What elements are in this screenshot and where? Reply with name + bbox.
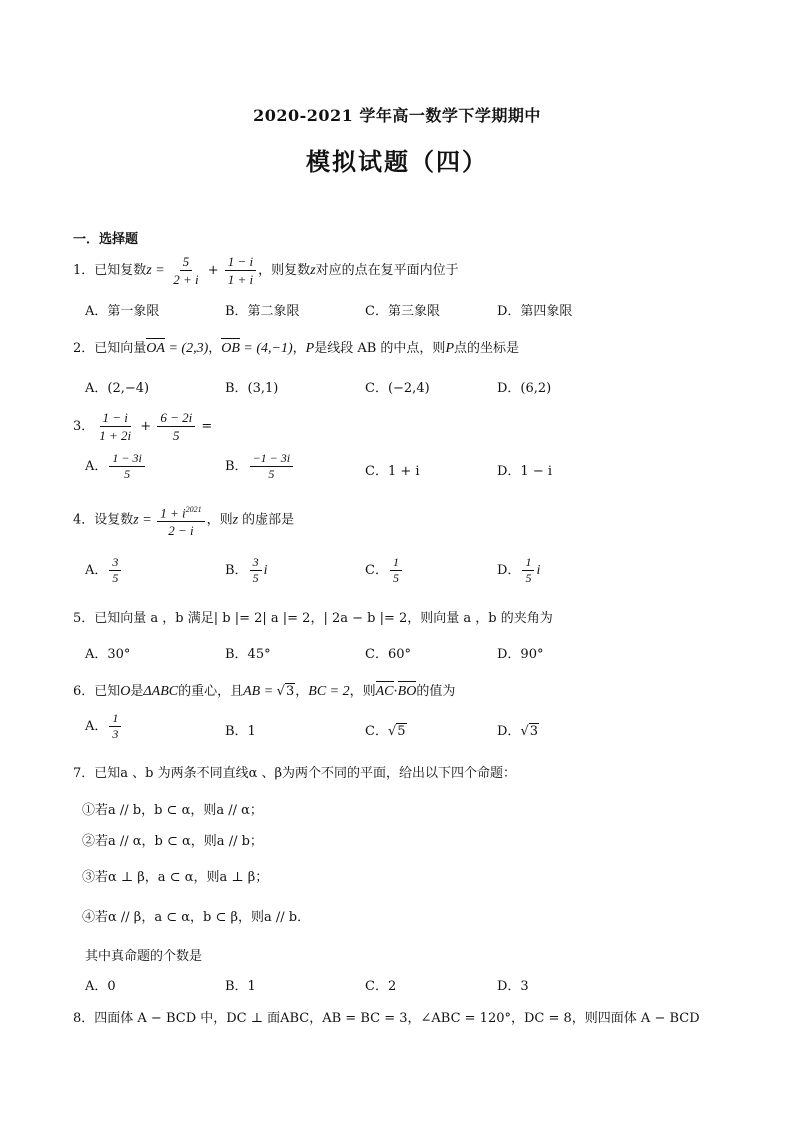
document-title-line1: 2020-2021 学年高一数学下学期期中 [253,106,541,125]
q7-proposition-3: ③若α ⊥ β，a ⊂ α，则a ⊥ β； [82,870,269,885]
q4-fraction: $\frac{1 + i^{2021}}{2 - i}$ [157,502,204,538]
question-6-stem: 6．已知O是ΔABC的重心，且AB = √3，BC = 2，则AC·BO的值为 [73,684,456,699]
q2-option-d: D．(6,2) [497,381,552,396]
q3-option-a: A． $\frac{1 - 3i}{5}$ [85,452,147,481]
q1-option-c: C．第三象限 [365,304,440,319]
q6-option-b: B．1 [225,724,256,739]
question-7-stem: 7．已知a 、b 为两条不同直线α 、β为两个不同的平面，给出以下四个命题： [73,766,517,781]
q5-option-a: A．30° [85,647,131,662]
q7-proposition-1: ①若a // b，b ⊂ α，则a // α； [82,803,263,818]
question-8-stem: 8．四面体 A − BCD 中，DC ⊥ 面ABC，AB = BC = 3，∠ABC = 120°，DC = 8，则四面体 A − BCD [73,1011,700,1026]
question-3-stem: 3． $\frac{1 - i}{1 + 2i}$ + $\frac{6 - 2i}{5}$ = [73,410,213,443]
q3-fraction-1: $\frac{1 - i}{1 + 2i}$ [99,410,132,443]
question-5-stem: 5．已知向量 a ，b 满足| b |= 2| a |= 2，| 2a − b |= 2，则向量 a ，b 的夹角为 [73,611,553,626]
q4-option-b: B． $\frac{3}{5}$ i [225,555,268,585]
q6-option-c: C．√5 [365,724,406,739]
q3-option-c: C．1 + i [365,464,420,479]
question-2-stem: 2．已知向量OA = (2,3)，OB = (4,−1)，P是线段 AB 的中点，则P点的坐标是 [73,341,520,356]
q7-option-a: A．0 [85,979,116,994]
question-1-stem: 1．已知复数z = $\frac{5}{2 + i}$ + $\frac{1 - i}{1 + i}$ ，则复数z对应的点在复平面内位于 [73,254,459,287]
q6-option-a: A． $\frac{1}{3}$ [85,712,123,741]
q5-option-c: C．60° [365,647,411,662]
q2-option-c: C．(−2,4) [365,381,430,396]
q7-option-b: B．1 [225,979,256,994]
q7-option-d: D．3 [497,979,529,994]
q1-option-d: D．第四象限 [497,304,573,319]
q3-fraction-2: $\frac{6 - 2i}{5}$ [157,410,195,443]
q6-option-d: D．√3 [497,724,539,739]
q5-option-d: D．90° [497,647,544,662]
q2-option-a: A．(2,−4) [85,381,150,396]
q7-option-c: C．2 [365,979,397,994]
q3-option-b: B． $\frac{-1 - 3i}{5}$ [225,452,295,481]
document-title-line2: 模拟试题（四） [306,147,488,176]
q7-question: 其中真命题的个数是 [85,949,203,964]
q4-option-a: A． $\frac{3}{5}$ [85,556,123,585]
q1-option-a: A．第一象限 [85,304,160,319]
q7-proposition-2: ②若a // α，b ⊂ α，则a // b； [82,834,263,849]
q2-option-b: B．(3,1) [225,381,279,396]
q7-proposition-4: ④若α // β，a ⊂ α，b ⊂ β，则a // b． [82,910,311,925]
question-4-stem: 4．设复数z = $\frac{1 + i^{2021}}{2 - i}$ ，则z 的虚部是 [73,502,294,538]
q3-option-d: D．1 − i [497,464,553,479]
q1-fraction-2: $\frac{1 - i}{1 + i}$ [225,254,256,287]
q4-option-d: D． $\frac{1}{5}$ i [497,555,541,585]
q1-option-b: B．第二象限 [225,304,300,319]
q5-option-b: B．45° [225,647,271,662]
section-heading: 一．选择题 [73,232,139,247]
q4-option-c: C． $\frac{1}{5}$ [365,556,404,585]
q1-fraction-1: $\frac{5}{2 + i}$ [173,254,199,287]
